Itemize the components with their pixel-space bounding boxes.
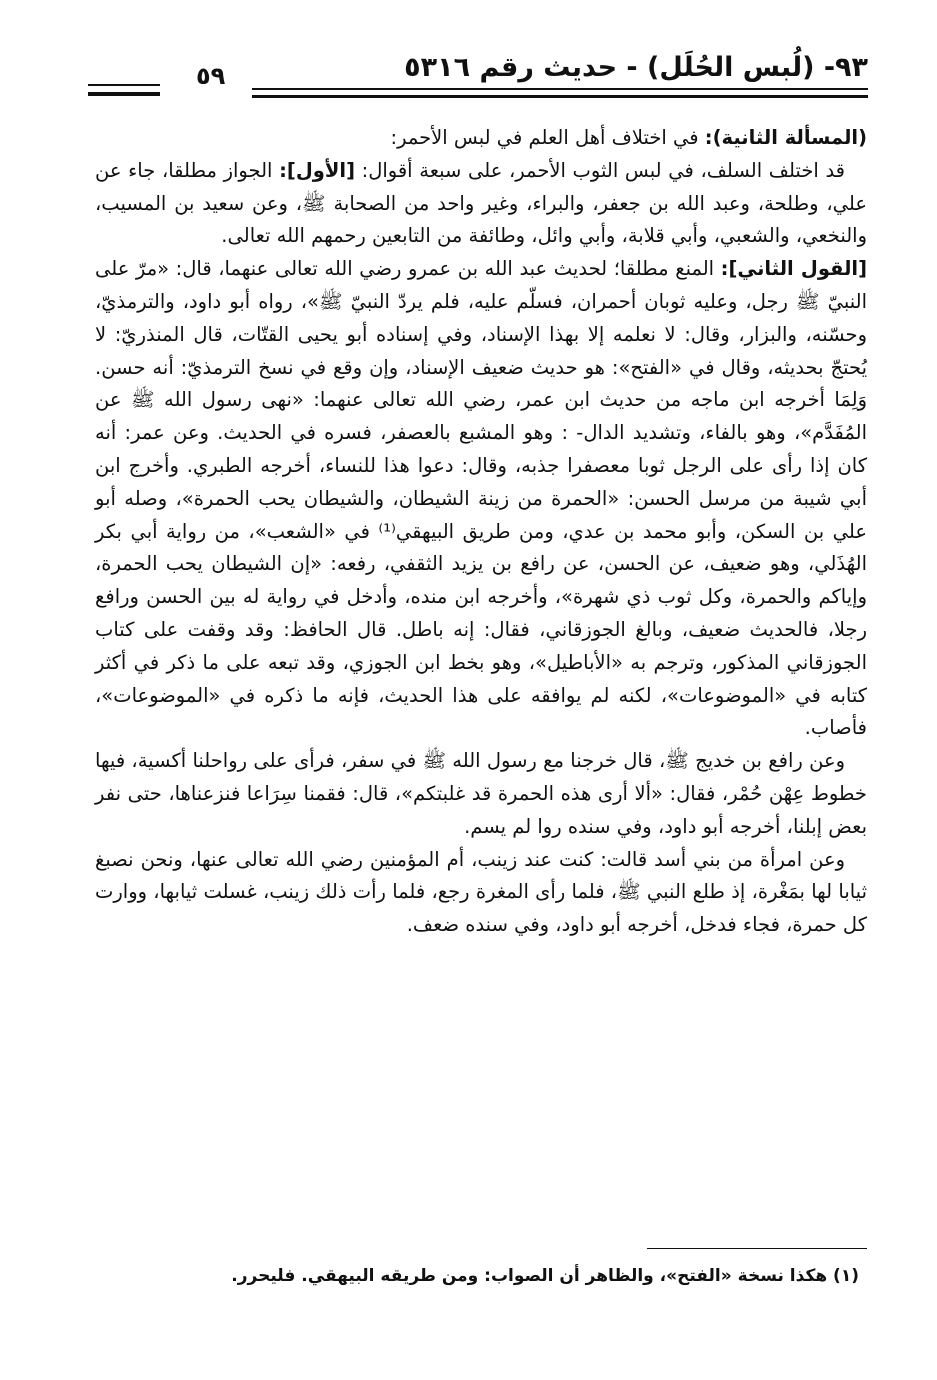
issue-text: في اختلاف أهل العلم في لبس الأحمر: <box>390 126 705 149</box>
paragraph-first-opinion <box>95 155 867 253</box>
header-rule-right-thick <box>252 95 868 98</box>
footnote: (١) هكذا نسخة «الفتح»، والظاهر أن الصواب: ومن طريقه البيهقي. فليحرر. <box>231 1266 859 1286</box>
page-number: ٥٩ <box>196 62 226 90</box>
paragraph-rafi-hadith <box>95 745 867 843</box>
paragraph-second-opinion <box>95 253 867 745</box>
first-opinion-text: الجواز مطلقا، جاء عن علي، وطلحة، وعبد الله بن جعفر، والبراء، وغير واحد من الصحابة ﷺ، وعن سعيد بن المسيب، والنخعي، والشعبي، وأبي قلابة، وأبي وائل، وطائفة من التابعين رحمهم الله تعالى. <box>95 158 867 248</box>
bani-asad-hadith-text: وعن امرأة من بني أسد قالت: كنت عند زينب، أم المؤمنين رضي الله تعالى عنها، ونحن نصبغ ثيابا لها بمَغْرة، إذ طلع النبي ﷺ، فلما رأى المغرة رجع، فلما رأت ذلك زينب، غسلت ثيابها، ووارت كل حمرة، فجاء فدخل، أخرجه أبو داود، وفي سنده ضعف. <box>95 847 867 937</box>
header-rule-right-thin <box>252 88 868 90</box>
second-opinion-label: [القول الثاني]: <box>720 257 867 281</box>
paragraph-issue-heading <box>95 122 867 155</box>
page-header <box>88 52 868 102</box>
paragraph-bani-asad-hadith <box>95 844 867 942</box>
header-rule-left-thick <box>88 92 160 96</box>
rafi-hadith-text: وعن رافع بن خديج ﷺ، قال خرجنا مع رسول الله ﷺ في سفر، فرأى على رواحلنا أكسية، فيها خطوط عِهْن حُمْر، فقال: «ألا أرى هذه الحمرة قد غلبتكم»، قال: فقمنا سِرَاعا فنزعناها، حتى نفر بعض إبلنا، أخرجه أبو داود، وفي سنده روا لم يسم. <box>95 749 867 838</box>
running-title: ٩٣- (لُبس الحُلَل) - حديث رقم ٥٣١٦ <box>404 52 868 83</box>
first-opinion-intro: قد اختلف السلف، في لبس الثوب الأحمر، على سبعة أقوال: <box>354 158 845 182</box>
header-rule-left-thin <box>88 84 160 86</box>
second-opinion-text: المنع مطلقا؛ لحديث عبد الله بن عمرو رضي الله تعالى عنهما، قال: «مرّ على النبيّ ﷺ رجل، وعليه ثوبان أحمران، فسلّم عليه، فلم يردّ النبيّ ﷺ»، رواه أبو داود، والترمذيّ، وحسّنه، والبزار، وقال: لا نعلمه إلا بهذا الإسناد، وفي إسناده أبو يحيى القتّات، قال المنذريّ: لا يُحتجّ بحديثه، وقال في «الفتح»: هو حديث ضعيف الإسناد، وإن وقع في نسخ الترمذيّ: أنه حسن. وَلِمَا أخرجه ابن ماجه من حديث ابن عمر، رضي الله تعالى عنهما: «نهى رسول الله ﷺ عن المُفَدَّم»، وهو بالفاء، وتشديد الدال- : وهو المشبع بالعصفر، فسره في الحديث. وعن عمر: أنه كان إذا رأى على الرجل ثوبا معصفرا جذبه، وقال: دعوا هذا للنساء، أخرجه الطبري. وأخرج ابن أبي شيبة من مرسل الحسن: «الحمرة من زينة الشيطان، والشيطان يحب الحمرة»، وصله أبو علي بن السكن، وأبو محمد بن عدي، ومن طريق البيهقي⁽¹⁾ في «الشعب»، من رواية أبي بكر الهُذَلي، وهو ضعيف، عن الحسن، عن رافع بن يزيد الثقفي، رفعه: «إن الشيطان يحب الحمرة، وإياكم والحمرة، وكل ثوب ذي شهرة»، وأخرجه ابن منده، وأدخل في رواية له بين الحسن ورافع رجلا، فالحديث ضعيف، وبالغ الجوزقاني، فقال: إنه باطل. قال الحافظ: وقد وقفت على كتاب الجوزقاني المذكور، وترجم به «الأباطيل»، وهو بخط ابن الجوزي، وقد تبعه على ما ذكر في أكثر كتابه في «الموضوعات»، لكنه لم يوافقه على هذا الحديث، فإنه ما ذكره في «الموضوعات»، فأصاب. <box>95 257 867 740</box>
footnote-separator <box>647 1248 867 1249</box>
first-opinion-label: [الأول]: <box>279 158 355 182</box>
main-text <box>95 122 867 942</box>
issue-label: (المسألة الثانية): <box>704 126 867 149</box>
